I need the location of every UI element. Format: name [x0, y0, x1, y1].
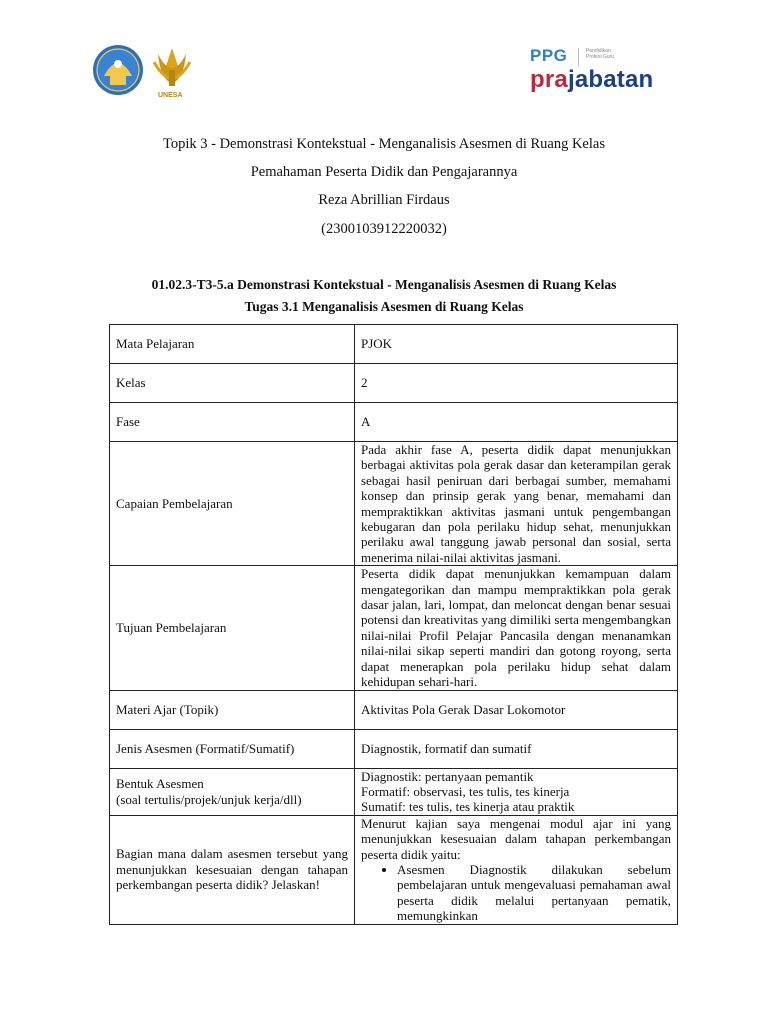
table-row	[110, 325, 678, 364]
row-value: Diagnostik, formatif dan sumatif	[355, 729, 678, 768]
row-label: Fase	[110, 403, 355, 442]
unesa-caption: UNESA	[158, 92, 183, 99]
row-label: Bagian mana dalam asesmen tersebut yang menunjukkan kesesuaian dengan tahapan perkembangan peserta didik? Jelaskan!	[110, 815, 355, 924]
table-row	[110, 566, 678, 690]
row-label: Materi Ajar (Topik)	[110, 690, 355, 729]
table-row	[110, 768, 678, 815]
tut-wuri-handayani-logo-icon	[93, 45, 143, 95]
row-value-group	[355, 815, 678, 924]
table-row	[110, 364, 678, 403]
table-row	[110, 729, 678, 768]
table-row	[110, 403, 678, 442]
wordmark-part1: pra	[530, 66, 568, 93]
document-title: Topik 3 - Demonstrasi Kontekstual - Menganalisis Asesmen di Ruang Kelas	[163, 136, 605, 152]
table-row	[110, 690, 678, 729]
wordmark-part2: jabatan	[567, 66, 654, 93]
table-row	[110, 815, 678, 924]
ppg-separator	[578, 48, 579, 66]
prajabatan-wordmark	[530, 66, 653, 94]
value-line: Sumatif: tes tulis, tes kinerja atau praktik	[361, 799, 575, 815]
ppg-subtitle: Pendidikan Profesi Guru	[586, 48, 615, 60]
task-heading: Tugas 3.1 Menganalisis Asesmen di Ruang Kelas	[244, 299, 524, 314]
bullet-list	[361, 862, 671, 924]
row-value: Menurut kajian saya mengenai modul ajar ini yang menunjukkan kesesuaian dalam tahapan perkembangan peserta didik yaitu:	[361, 815, 671, 862]
row-label-sub: (soal tertulis/projek/unjuk kerja/dll)	[116, 791, 302, 807]
unesa-logo-icon	[154, 48, 190, 86]
student-id: (2300103912220032)	[321, 221, 447, 237]
institution-logos	[92, 42, 202, 102]
row-label-group	[110, 768, 355, 815]
author-name: Reza Abrillian Firdaus	[318, 192, 450, 208]
row-label: Bentuk Asesmen	[116, 776, 204, 792]
section-heading: 01.02.3-T3-5.a Demonstrasi Kontekstual - Menganalisis Asesmen di Ruang Kelas	[151, 277, 617, 292]
ppg-prajabatan-logo	[530, 46, 660, 102]
row-label: Kelas	[110, 364, 355, 403]
row-label: Mata Pelajaran	[110, 325, 355, 364]
row-value: 2	[355, 364, 678, 403]
row-label: Jenis Asesmen (Formatif/Sumatif)	[110, 729, 355, 768]
table-row	[110, 442, 678, 566]
value-line: Formatif: observasi, tes tulis, tes kinerja	[361, 783, 570, 799]
row-value: Aktivitas Pola Gerak Dasar Lokomotor	[355, 690, 678, 729]
row-label: Tujuan Pembelajaran	[110, 566, 355, 690]
row-value-group	[355, 768, 678, 815]
assessment-analysis-table	[109, 324, 678, 925]
course-name: Pemahaman Peserta Didik dan Pengajarannya	[250, 164, 518, 180]
row-value: PJOK	[355, 325, 678, 364]
ppg-label: PPG	[530, 46, 568, 65]
row-value: Pada akhir fase A, peserta didik dapat menunjukkan berbagai aktivitas pola gerak dasar dan keterampilan gerak sebagai hasil peniruan dari berbagai sumber, memahami konsep dan prinsip gerak yang benar, memahami dan mempraktikkan aktivitas jasmani untuk pengembangan kebugaran dan pola perilaku hidup sehat, menunjukkan perilaku awal tanggung jawab personal dan sosial, serta menerima nilai-nilai aktivitas jasmani.	[355, 442, 678, 566]
value-line: Diagnostik: pertanyaan pemantik	[361, 768, 534, 784]
list-item: • Asesmen Diagnostik dilakukan sebelum pembelajaran untuk mengevaluasi pemahaman awal peserta didik melalui pertanyaan pematik, memungkinkan	[397, 862, 671, 924]
row-label: Capaian Pembelajaran	[110, 442, 355, 566]
row-value: Peserta didik dapat menunjukkan kemampuan dalam mengategorikan dan mampu mempraktikkan pola gerak dasar jalan, lari, lompat, dan meloncat dengan benar sesuai potensi dan kreativitas yang dimiliki serta mengembangkan nilai-nilai Profil Pelajar Pancasila dengan menanamkan nilai-nilai sikap seperti mandiri dan gotong royong, serta dapat menerapkan pola perilaku hidup sehat dalam kehidupan sehari-hari.	[355, 566, 678, 690]
row-value: A	[355, 403, 678, 442]
